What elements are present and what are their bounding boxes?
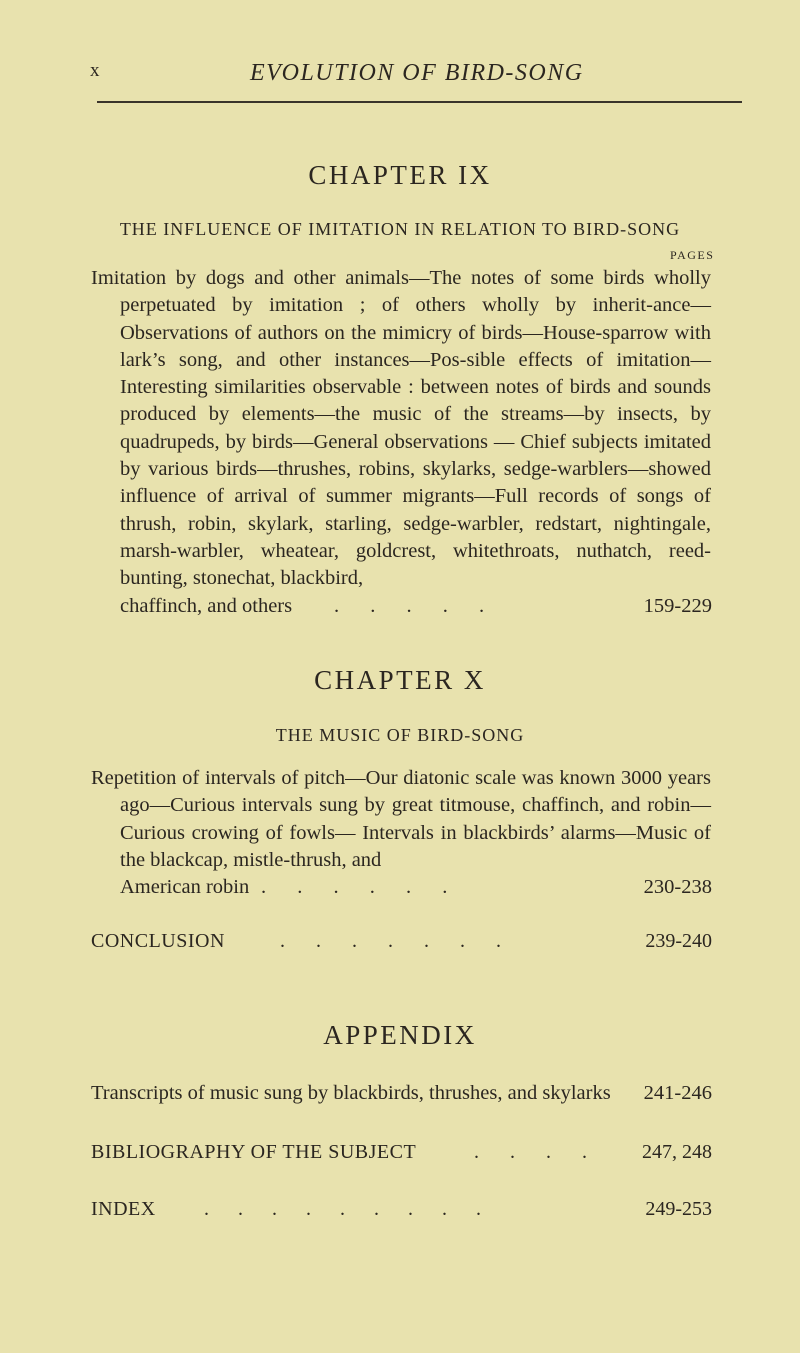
conclusion-leader: . . . . . . . — [280, 930, 501, 952]
chapter-x-summary-body: Repetition of intervals of pitch—Our diatonic scale was known 3000 years ago—Curious intervals sung by great titmouse, chaffinch, and robin—Curious crowing of fowls— Intervals in blackbirds’ alarms—Music of the blackcap, mistle-thrush, and — [91, 767, 711, 871]
index-pages: 249-253 — [645, 1198, 712, 1220]
bibliography-leader: . . . . — [474, 1141, 587, 1163]
appendix-heading: APPENDIX — [323, 1020, 477, 1050]
chapter-ix-summary-body: Imitation by dogs and other animals—The notes of some birds wholly perpetuated by imitation ; of others wholly by inherit-ance—Observations of authors on the mimicry of birds—House-sparrow with lark’s song, and other instances—Pos-sible effects of imitation—Interesting similarities observable : between notes of birds and sounds produced by elements—the music of the streams—by insects, by quadrupeds, by birds—General observations — Chief subjects imitated by various birds—thrushes, robins, skylarks, sedge-warblers—showed influence of arrival of summer migrants—Full records of songs of thrush, robin, skylark, starling, sedge-warbler, redstart, nightingale, marsh-warbler, wheatear, goldcrest, whitethroats, nuthatch, reed-bunting, stonechat, blackbird, — [91, 267, 711, 590]
chapter-x-pages: 230-238 — [643, 876, 712, 899]
running-title: EVOLUTION OF BIRD-SONG — [250, 60, 584, 86]
appendix-text: Transcripts of music sung by blackbirds, thrushes, and skylarks — [91, 1082, 611, 1104]
conclusion-entry — [91, 930, 711, 953]
chapter-ix-heading: CHAPTER IX — [308, 160, 492, 190]
chapter-x-heading: CHAPTER X — [314, 665, 486, 695]
bibliography-pages: 247, 248 — [642, 1141, 712, 1163]
conclusion-label: CONCLUSION — [91, 930, 225, 952]
chapter-ix-leader: . . . . . — [334, 594, 485, 617]
header-rule — [97, 101, 742, 103]
chapter-x-summary — [91, 765, 711, 901]
running-head — [90, 60, 710, 90]
appendix-entry — [91, 1082, 711, 1105]
chapter-ix-last-line-text: chaffinch, and others — [120, 594, 293, 617]
chapter-x-leader: . . . . . . — [261, 876, 448, 899]
appendix-pages: 241-246 — [643, 1082, 712, 1104]
chapter-ix-last-line — [91, 593, 711, 620]
bibliography-label: BIBLIOGRAPHY OF THE SUBJECT — [91, 1141, 417, 1163]
index-entry — [91, 1198, 711, 1221]
chapter-ix-summary — [91, 265, 711, 620]
chapter-x-title: THE MUSIC OF BIRD-SONG — [275, 725, 525, 745]
chapter-x-last-line — [91, 874, 711, 901]
chapter-x-last-line-text: American robin — [120, 876, 250, 899]
pages-column-label: PAGES — [670, 248, 715, 262]
index-leader: . . . . . . . . . — [204, 1198, 481, 1220]
conclusion-pages: 239-240 — [645, 930, 712, 952]
chapter-ix-title: THE INFLUENCE OF IMITATION IN RELATION TO BIRD-SONG — [119, 219, 681, 239]
page-numeral: x — [90, 60, 101, 81]
index-label: INDEX — [91, 1198, 156, 1220]
chapter-ix-pages: 159-229 — [643, 594, 712, 617]
bibliography-entry — [91, 1141, 711, 1164]
chapter-ix-summary-text — [91, 265, 711, 593]
chapter-x-summary-text — [91, 765, 711, 874]
